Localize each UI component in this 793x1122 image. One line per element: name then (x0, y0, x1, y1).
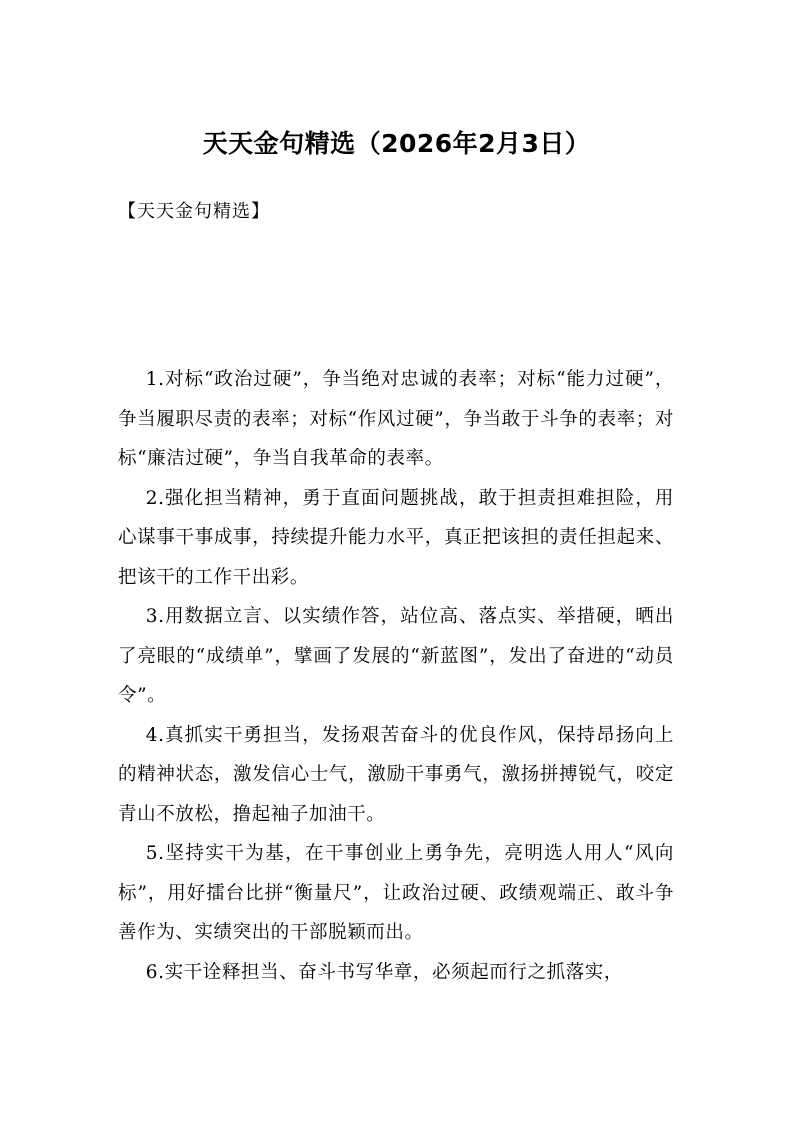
paragraph-3: 3.用数据立言、以实绩作答，站位高、落点实、举措硬，晒出了亮眼的“成绩单”，擘画了发展的“新蓝图”，发出了奋进的“动员令”。 (118, 606, 674, 706)
section-label: 【天天金句精选】 (118, 201, 270, 222)
paragraph-4: 4.真抓实干勇担当，发扬艰苦奋斗的优良作风，保持昂扬向上的精神状态，激发信心士气，激励干事勇气，激扬拼搏锐气，咬定青山不放松，撸起袖子加油干。 (118, 724, 674, 825)
paragraph-2: 2.强化担当精神，勇于直面问题挑战，敢于担责担难担险，用心谋事干事成事，持续提升能力水平，真正把该担的责任担起来、把该干的工作干出彩。 (118, 487, 674, 588)
paragraph-6: 6.实干诠释担当、奋斗书写华章，必须起而行之抓落实， (145, 961, 624, 983)
paragraph-1: 1.对标“政治过硬”，争当绝对忠诚的表率；对标“能力过硬”，争当履职尽责的表率；对标“作风过硬”，争当敢于斗争的表率；对标“廉洁过硬”，争当自我革命的表率。 (118, 369, 674, 469)
document-body (118, 360, 674, 992)
paragraph-5: 5.坚持实干为基，在干事创业上勇争先，亮明选人用人“风向标”，用好擂台比拼“衡量尺”，让政治过硬、政绩观端正、敢斗争善作为、实绩突出的干部脱颖而出。 (118, 843, 674, 943)
document-title: 天天金句精选（2026年2月3日） (202, 129, 591, 158)
